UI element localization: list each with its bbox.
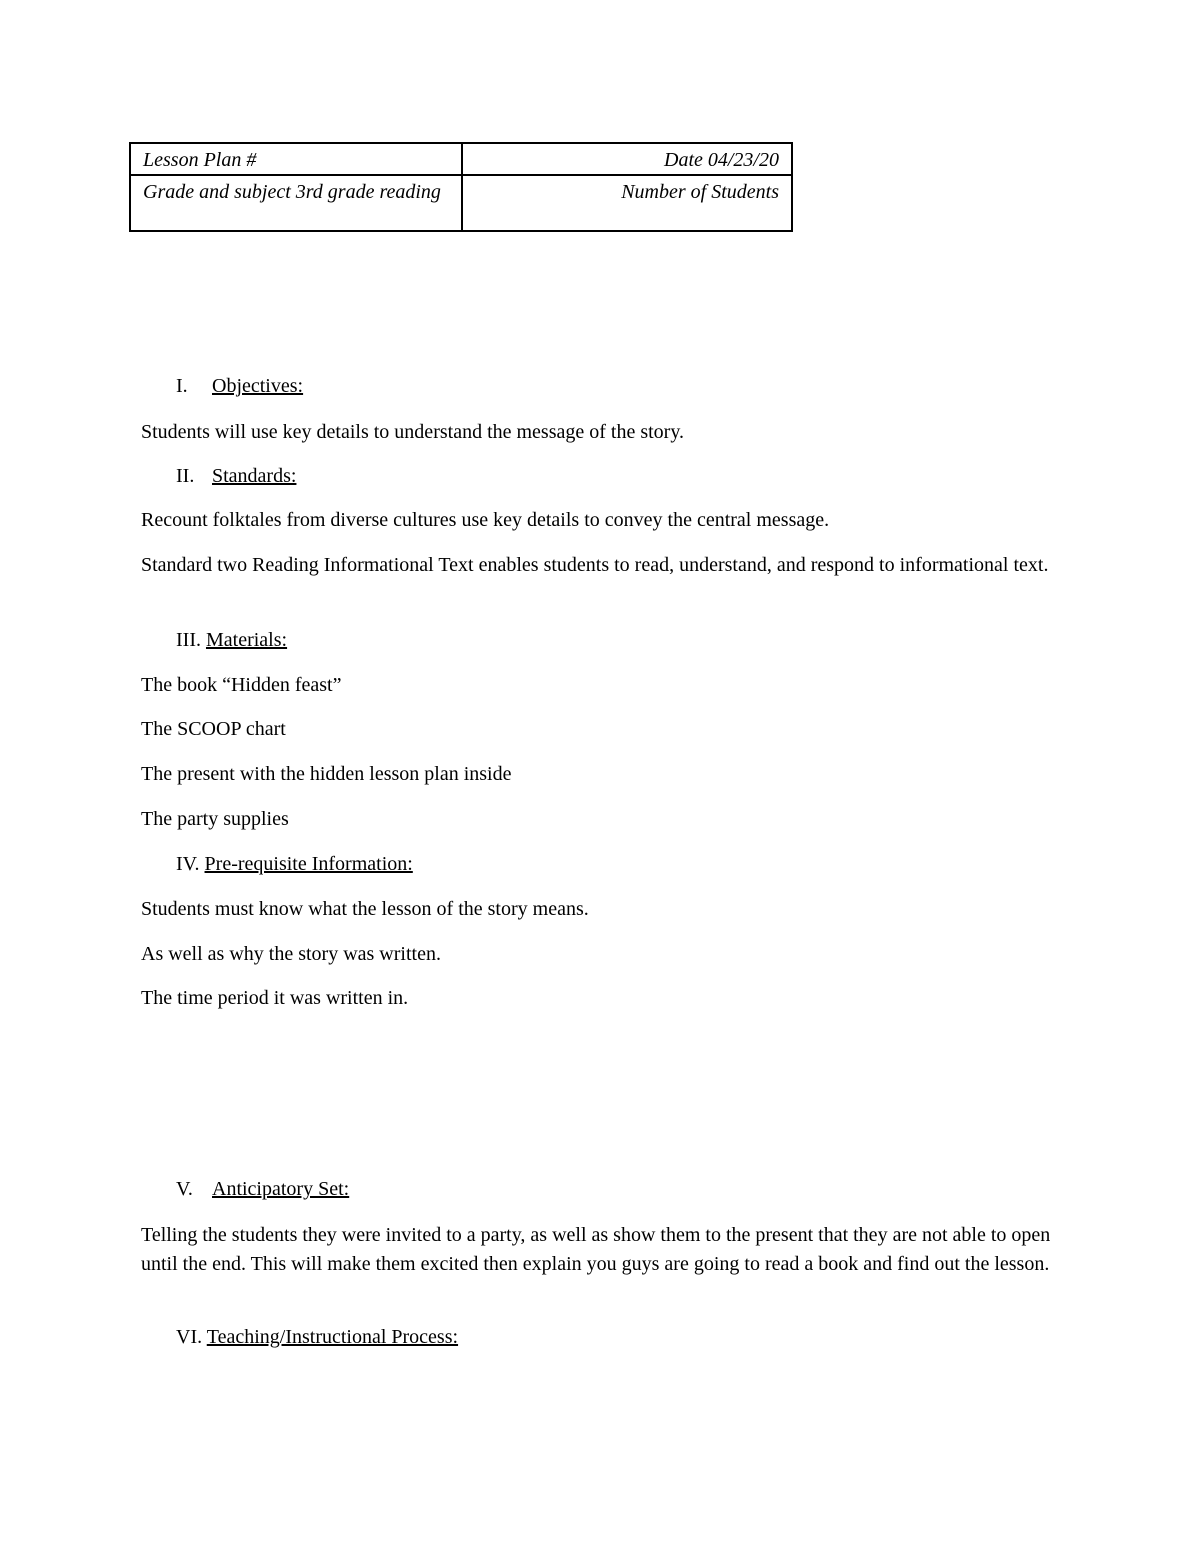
section-heading-objectives <box>176 372 303 401</box>
section-number: IV. <box>176 853 200 875</box>
section-heading-standards <box>176 462 296 491</box>
section-number: V. <box>176 1178 193 1200</box>
standards-line-1: Recount folktales from diverse cultures use key details to convey the central message. <box>141 509 830 531</box>
section-heading-teaching <box>176 1323 458 1352</box>
section-heading-materials <box>176 626 287 655</box>
materials-line-1: The book “Hidden feast” <box>141 674 342 696</box>
section-title: Anticipatory Set: <box>212 1178 350 1200</box>
lesson-header-table <box>129 142 793 232</box>
section-title: Teaching/Instructional Process: <box>206 1326 459 1348</box>
section-heading-prerequisite <box>176 850 413 879</box>
anticipatory-paragraph: Telling the students they were invited to a party, as well as show them to the present that they are not able to open until the end. This will make them excited then explain you guys are going to read a book and find out the lesson. <box>141 1224 1051 1275</box>
standards-line-2: Standard two Reading Informational Text enables students to read, understand, and respond to informational text. <box>141 554 1049 576</box>
section-number: II. <box>176 465 195 487</box>
materials-line-4: The party supplies <box>141 808 289 830</box>
prerequisite-line-2: As well as why the story was written. <box>141 943 441 965</box>
section-heading-anticipatory <box>176 1175 349 1204</box>
section-title: Standards: <box>212 465 297 487</box>
grade-subject-cell: Grade and subject 3rd grade reading <box>130 175 462 231</box>
num-students-cell: Number of Students <box>462 175 792 231</box>
section-title: Objectives: <box>212 375 304 397</box>
section-number: I. <box>176 375 188 397</box>
section-number: VI. <box>176 1326 203 1348</box>
section-title: Pre-requisite Information: <box>204 853 413 875</box>
header-row-2 <box>130 175 792 231</box>
objectives-line-1: Students will use key details to understand the message of the story. <box>141 421 685 443</box>
materials-line-3: The present with the hidden lesson plan inside <box>141 763 512 785</box>
section-title: Materials: <box>205 629 288 651</box>
prerequisite-line-1: Students must know what the lesson of the story means. <box>141 898 589 920</box>
date-cell: Date 04/23/20 <box>462 143 792 175</box>
lesson-plan-cell: Lesson Plan # <box>130 143 462 175</box>
materials-line-2: The SCOOP chart <box>141 718 286 740</box>
prerequisite-line-3: The time period it was written in. <box>141 987 409 1009</box>
section-number: III. <box>176 629 201 651</box>
header-row-1 <box>130 143 792 175</box>
